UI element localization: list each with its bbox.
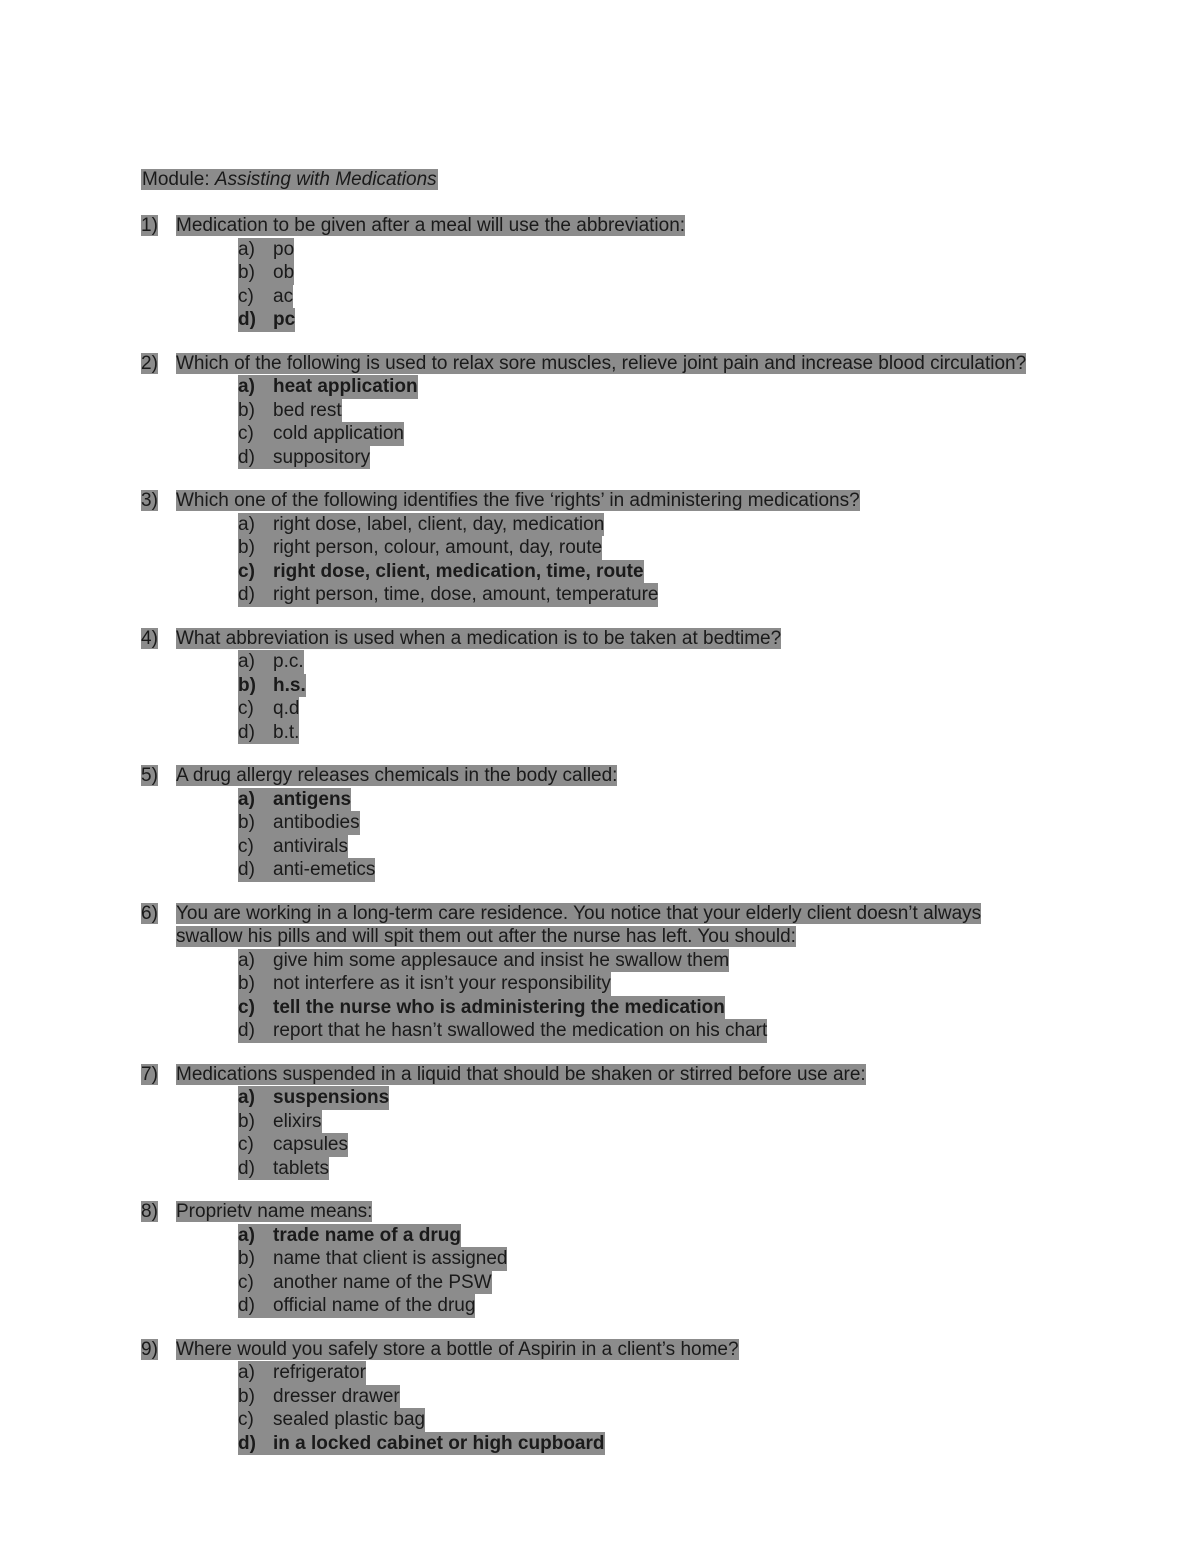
answer-option	[238, 536, 1041, 560]
question-text: Which of the following is used to relax sore muscles, relieve joint pain and increase blood circulation?	[176, 352, 1027, 374]
option-letter: b)	[238, 973, 255, 994]
option-letter: d)	[238, 446, 255, 468]
option-text: ac	[273, 285, 294, 307]
answer-options	[141, 788, 1041, 882]
answer-option-correct	[238, 1224, 1041, 1248]
option-letter: d)	[238, 859, 255, 880]
question-item	[141, 214, 1041, 332]
option-letter: b)	[238, 1110, 255, 1132]
option-letter: c)	[238, 423, 254, 444]
option-text: h.s.	[273, 674, 306, 696]
answer-option	[238, 650, 1041, 674]
answer-option	[238, 1110, 1041, 1134]
option-text: dresser drawer	[273, 1385, 400, 1407]
question-item	[141, 1200, 1041, 1318]
option-letter: d)	[238, 309, 256, 330]
option-letter: a)	[238, 1224, 255, 1246]
option-text: antibodies	[273, 812, 360, 833]
answer-option	[238, 1271, 1041, 1295]
option-text: in a locked cabinet or high cupboard	[273, 1432, 605, 1454]
option-text: q.d	[273, 698, 300, 719]
option-letter: d)	[238, 584, 255, 605]
answer-options	[141, 650, 1041, 744]
answer-options	[141, 949, 1041, 1043]
option-letter: c)	[238, 835, 254, 857]
question-text: You are working in a long-term care residence. You notice that your elderly client doesn’t always swallow his pills and will spit them out after the nurse has left. You should:	[176, 902, 982, 947]
question-text: A drug allergy releases chemicals in the body called:	[176, 765, 618, 786]
answer-option	[238, 811, 1041, 835]
option-letter: d)	[238, 1157, 255, 1179]
answer-option	[238, 399, 1041, 423]
question-stem	[141, 764, 1041, 788]
answer-option	[238, 1157, 1041, 1181]
question-item	[141, 902, 1041, 1043]
question-stem	[141, 1063, 1041, 1087]
answer-option	[238, 1133, 1041, 1157]
option-letter: d)	[238, 1020, 255, 1041]
option-text: p.c.	[273, 651, 304, 672]
option-text: ob	[273, 262, 295, 283]
option-text: antigens	[273, 788, 352, 810]
answer-option-correct	[238, 375, 1041, 399]
question-item	[141, 627, 1041, 745]
question-number: 8)	[141, 1201, 158, 1222]
option-letter: d)	[238, 1432, 256, 1454]
option-letter: a)	[238, 949, 255, 971]
option-text: name that client is assigned	[273, 1248, 508, 1269]
answer-options	[141, 1224, 1041, 1318]
answer-option	[238, 697, 1041, 721]
question-stem	[141, 489, 1041, 513]
answer-option	[238, 858, 1041, 882]
answer-option	[238, 1247, 1041, 1271]
question-text: Medications suspended in a liquid that should be shaken or stirred before use are:	[176, 1063, 866, 1085]
option-text: elixirs	[273, 1110, 322, 1132]
question-number: 3)	[141, 490, 158, 511]
question-number: 7)	[141, 1063, 158, 1085]
answer-option-correct	[238, 560, 1041, 584]
question-number: 9)	[141, 1338, 158, 1360]
question-item	[141, 1338, 1041, 1456]
option-letter: a)	[238, 651, 255, 672]
question-item	[141, 764, 1041, 882]
option-text: suspensions	[273, 1087, 390, 1108]
answer-option	[238, 238, 1041, 262]
question-item	[141, 1063, 1041, 1181]
answer-option	[238, 949, 1041, 973]
option-letter: b)	[238, 399, 255, 421]
document-page	[141, 166, 1041, 1475]
option-text: capsules	[273, 1134, 348, 1155]
question-text: What abbreviation is used when a medication is to be taken at bedtime?	[176, 627, 782, 649]
answer-option	[238, 583, 1041, 607]
question-stem	[141, 627, 1041, 651]
option-letter: d)	[238, 721, 255, 743]
option-text: pc	[273, 309, 296, 330]
module-label: Module:	[142, 169, 210, 190]
question-item	[141, 352, 1041, 470]
option-text: right dose, client, medication, time, route	[273, 560, 644, 582]
option-text: give him some applesauce and insist he swallow them	[273, 949, 730, 971]
question-number: 5)	[141, 765, 158, 786]
option-letter: c)	[238, 1409, 254, 1430]
question-number: 4)	[141, 627, 158, 649]
question-list	[141, 214, 1041, 1455]
answer-option	[238, 835, 1041, 859]
answer-option-correct	[238, 308, 1041, 332]
option-letter: b)	[238, 537, 255, 558]
option-letter: b)	[238, 1385, 255, 1407]
question-number: 6)	[141, 902, 158, 924]
question-stem	[141, 352, 1041, 376]
option-text: antivirals	[273, 835, 348, 857]
option-letter: d)	[238, 1295, 255, 1316]
option-text: trade name of a drug	[273, 1224, 461, 1246]
option-letter: a)	[238, 1087, 255, 1108]
answer-options	[141, 1086, 1041, 1180]
option-text: heat application	[273, 376, 418, 397]
answer-option-correct	[238, 788, 1041, 812]
answer-options	[141, 513, 1041, 607]
option-text: right dose, label, client, day, medication	[273, 513, 605, 535]
answer-option-correct	[238, 1086, 1041, 1110]
question-stem	[141, 1200, 1041, 1224]
answer-option	[238, 261, 1041, 285]
option-text: b.t.	[273, 721, 300, 743]
answer-option	[238, 1408, 1041, 1432]
answer-option-correct	[238, 674, 1041, 698]
answer-option	[238, 1019, 1041, 1043]
question-stem	[141, 214, 1041, 238]
option-text: report that he hasn’t swallowed the medication on his chart	[273, 1020, 768, 1041]
option-letter: c)	[238, 1271, 254, 1293]
answer-options	[141, 1361, 1041, 1455]
option-letter: b)	[238, 674, 256, 696]
option-letter: c)	[238, 698, 254, 719]
option-text: po	[273, 238, 295, 260]
option-letter: a)	[238, 238, 255, 260]
answer-options	[141, 375, 1041, 469]
answer-option-correct	[238, 996, 1041, 1020]
answer-option-correct	[238, 1432, 1041, 1456]
question-text: Where would you safely store a bottle of Aspirin in a client’s home?	[176, 1338, 739, 1360]
answer-option	[238, 422, 1041, 446]
question-text: Proprietv name means:	[176, 1201, 373, 1222]
module-heading	[141, 166, 1041, 193]
option-letter: c)	[238, 285, 254, 307]
answer-option	[238, 1385, 1041, 1409]
answer-option	[238, 513, 1041, 537]
answer-option	[238, 972, 1041, 996]
question-text: Which one of the following identifies the five ‘rights’ in administering medications?	[176, 490, 860, 511]
answer-option	[238, 285, 1041, 309]
question-item	[141, 489, 1041, 607]
option-text: sealed plastic bag	[273, 1409, 426, 1430]
option-letter: c)	[238, 1134, 254, 1155]
option-letter: b)	[238, 262, 255, 283]
option-letter: a)	[238, 1362, 255, 1383]
answer-option	[238, 446, 1041, 470]
question-stem	[141, 902, 1041, 949]
module-topic: Assisting with Medications	[214, 169, 437, 190]
option-text: right person, colour, amount, day, route	[273, 537, 603, 558]
option-letter: a)	[238, 513, 255, 535]
option-text: refrigerator	[273, 1362, 366, 1383]
answer-option	[238, 1361, 1041, 1385]
option-text: another name of the PSW	[273, 1271, 492, 1293]
answer-option	[238, 721, 1041, 745]
question-number: 1)	[141, 215, 158, 236]
answer-option	[238, 1294, 1041, 1318]
option-text: tablets	[273, 1157, 329, 1179]
question-number: 2)	[141, 352, 158, 374]
option-text: tell the nurse who is administering the medication	[273, 996, 725, 1018]
option-letter: b)	[238, 1248, 255, 1269]
option-text: cold application	[273, 423, 404, 444]
option-letter: a)	[238, 376, 255, 397]
question-text: Medication to be given after a meal will use the abbreviation:	[176, 215, 686, 236]
option-letter: b)	[238, 812, 255, 833]
option-letter: a)	[238, 788, 255, 810]
option-text: official name of the drug	[273, 1295, 476, 1316]
option-text: suppository	[273, 446, 371, 468]
option-text: anti-emetics	[273, 859, 376, 880]
option-letter: c)	[238, 996, 255, 1018]
question-stem	[141, 1338, 1041, 1362]
option-letter: c)	[238, 560, 255, 582]
answer-options	[141, 238, 1041, 332]
option-text: not interfere as it isn’t your responsibility	[273, 973, 611, 994]
option-text: bed rest	[273, 399, 342, 421]
option-text: right person, time, dose, amount, temperature	[273, 584, 659, 605]
